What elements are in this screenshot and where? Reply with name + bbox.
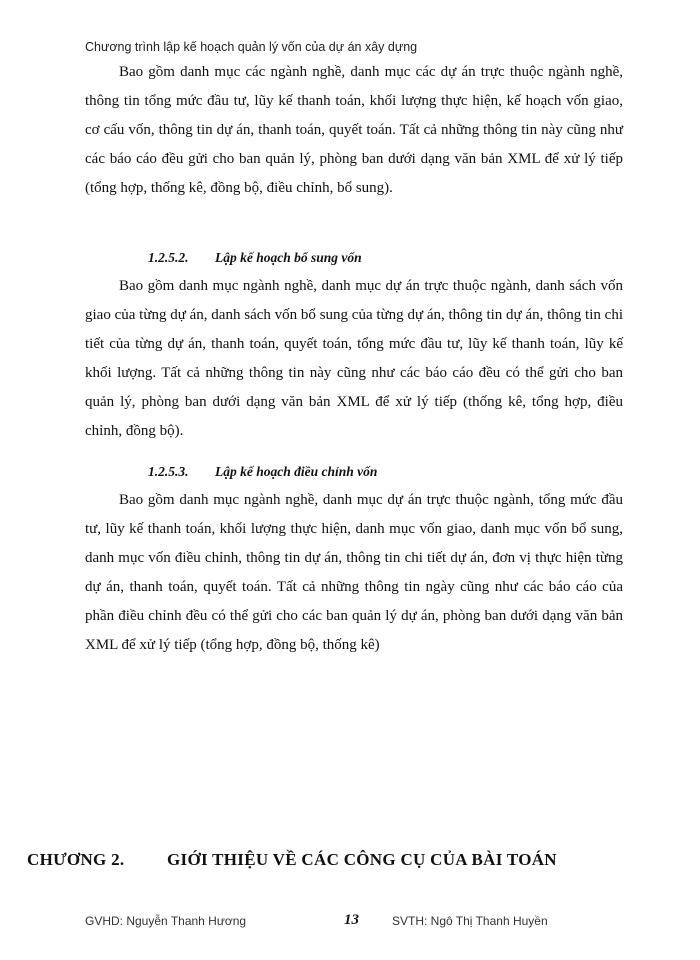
section-heading-1-2-5-2 <box>148 250 362 266</box>
section-number: 1.2.5.2. <box>148 250 189 265</box>
section-title: Lập kế hoạch bổ sung vốn <box>215 250 362 265</box>
section-title: Lập kế hoạch điều chỉnh vốn <box>215 464 378 479</box>
footer-page-number: 13 <box>344 912 359 928</box>
running-header: Chương trình lập kế hoạch quản lý vốn của dự án xây dựng <box>85 40 418 54</box>
footer-student: SVTH: Ngô Thị Thanh Huyền <box>392 914 548 928</box>
paragraph-capital-adjustment: Bao gồm danh mục ngành nghề, danh mục dự án trực thuộc ngành, tổng mức đầu tư, lũy kế thanh toán, khối lượng thực hiện, danh mục vốn giao, danh mục vốn bổ sung, danh mục vốn điều chỉnh, thông tin dự án, thông tin chi tiết dự án, đơn vị thực hiện từng dự án, thanh toán, quyết toán. Tất cả những thông tin ngày cũng như các báo cáo của phần điều chỉnh đều có thể gửi cho các ban quản lý dự án, phòng ban dưới dạng văn bản XML để xử lý tiếp (tổng hợp, đồng bộ, thống kê) <box>85 492 623 653</box>
paragraph-supplementary-capital: Bao gồm danh mục ngành nghề, danh mục dự án trực thuộc ngành, danh sách vốn giao của từng dự án, danh sách vốn bổ sung của từng dự án, thông tin dự án, thông tin chi tiết của từng dự án, thanh toán, quyết toán, tổng mức đầu tư, lũy kế thanh toán, lũy kế khối lượng. Tất cả những thông tin này cũng như các báo cáo đều có thể gửi cho ban quản lý, phòng ban dưới dạng văn bản XML để xử lý tiếp (thống kê, tổng hợp, điều chỉnh, đồng bộ). <box>85 278 623 439</box>
chapter-title: GIỚI THIỆU VỀ CÁC CÔNG CỤ CỦA BÀI TOÁN <box>167 850 557 869</box>
chapter-heading <box>27 850 557 870</box>
chapter-label: CHƯƠNG 2. <box>27 850 125 869</box>
section-heading-1-2-5-3 <box>148 464 377 480</box>
paragraph-overview: Bao gồm danh mục các ngành nghề, danh mục các dự án trực thuộc ngành nghề, thông tin tổng mức đầu tư, lũy kế thanh toán, khối lượng thực hiện, kế hoạch vốn giao, cơ cấu vốn, thông tin dự án, thanh toán, quyết toán. Tất cả những thông tin này cũng như các báo cáo đều gửi cho ban quản lý, phòng ban dưới dạng văn bản XML để xử lý tiếp (tổng hợp, thống kê, đồng bộ, điều chỉnh, bổ sung). <box>85 64 623 196</box>
section-number: 1.2.5.3. <box>148 464 189 479</box>
footer-advisor: GVHD: Nguyễn Thanh Hương <box>85 914 247 928</box>
